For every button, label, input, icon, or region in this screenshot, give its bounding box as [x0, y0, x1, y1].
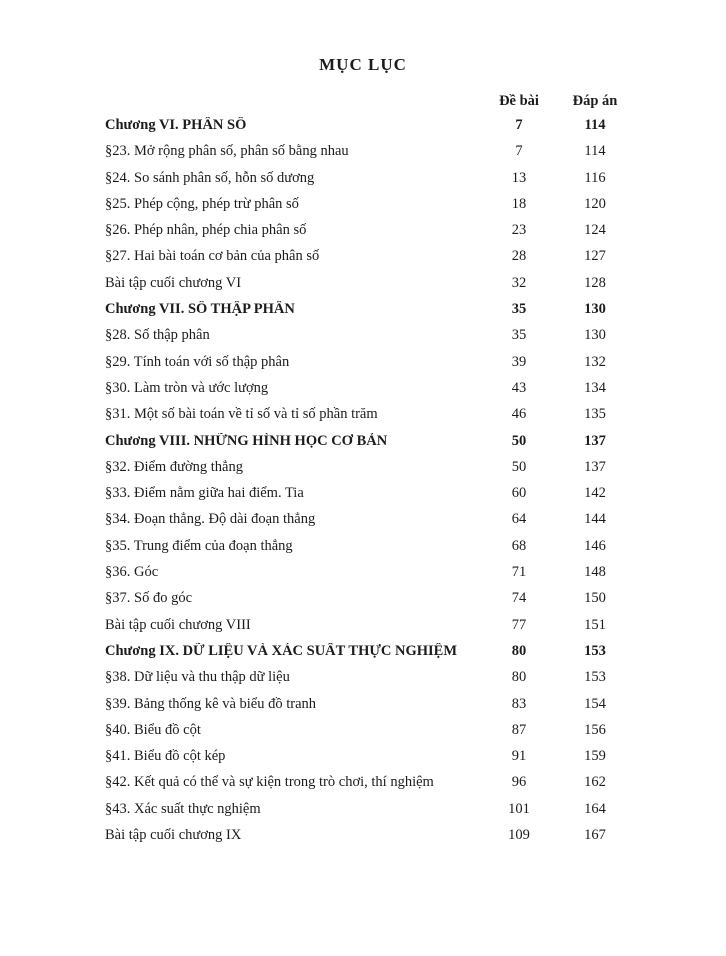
toc-entry-answer-page: 132	[584, 353, 606, 370]
toc-entry-problem-page: 71	[511, 564, 527, 581]
toc-row	[105, 538, 633, 564]
toc-row	[105, 248, 633, 274]
toc-entry-problem-page: 13	[511, 169, 527, 186]
toc-row	[105, 748, 633, 774]
toc-entry-problem-page: 46	[511, 406, 527, 423]
toc-entry-problem-page: 50	[511, 432, 527, 449]
toc-entry-answer-page: 116	[584, 169, 606, 186]
toc-entry-problem-page: 96	[511, 774, 527, 791]
toc-entry-title: Chương IX. DỮ LIỆU VÀ XÁC SUẤT THỰC NGHIỆM	[105, 642, 458, 659]
toc-entry-title: Bài tập cuối chương VI	[105, 274, 242, 291]
toc-entry-answer-page: 114	[584, 143, 606, 160]
toc-rows-container	[105, 117, 633, 853]
column-header-answers: Đáp án	[572, 93, 618, 109]
toc-entry-problem-page: 77	[511, 616, 527, 633]
toc-entry-problem-page: 101	[508, 800, 530, 817]
toc-row	[105, 669, 633, 695]
toc-entry-problem-page: 18	[511, 195, 527, 212]
toc-entry-answer-page: 130	[584, 301, 606, 318]
toc-entry-title: Chương VI. PHÂN SỐ	[105, 117, 247, 133]
toc-row	[105, 459, 633, 485]
toc-row	[105, 485, 633, 511]
toc-entry-title: §35. Trung điểm của đoạn thẳng	[105, 537, 293, 554]
toc-entry-problem-page: 64	[511, 511, 527, 528]
toc-entry-problem-page: 50	[511, 458, 527, 475]
toc-entry-title: §26. Phép nhân, phép chia phân số	[105, 222, 307, 239]
toc-entry-answer-page: 154	[584, 695, 606, 712]
toc-row	[105, 301, 633, 327]
toc-row	[105, 511, 633, 537]
toc-entry-problem-page: 91	[511, 748, 527, 765]
toc-entry-answer-page: 137	[584, 432, 606, 449]
toc-entry-title: §39. Bảng thống kê và biểu đồ tranh	[105, 695, 317, 712]
toc-row	[105, 222, 633, 248]
toc-row	[105, 564, 633, 590]
toc-row	[105, 327, 633, 353]
toc-entry-answer-page: 156	[584, 721, 606, 738]
toc-entry-answer-page: 134	[584, 379, 606, 396]
toc-entry-title: §40. Biểu đồ cột	[105, 721, 201, 738]
toc-entry-title: §41. Biểu đồ cột kép	[105, 748, 226, 765]
toc-row	[105, 617, 633, 643]
toc-entry-problem-page: 87	[511, 721, 527, 738]
toc-entry-title: §38. Dữ liệu và thu thập dữ liệu	[105, 669, 290, 686]
toc-entry-title: §37. Số đo góc	[105, 590, 192, 607]
toc-entry-answer-page: 137	[584, 458, 606, 475]
toc-entry-title: Chương VIII. NHỮNG HÌNH HỌC CƠ BẢN	[105, 432, 388, 449]
toc-row	[105, 143, 633, 169]
toc-row	[105, 170, 633, 196]
toc-row	[105, 801, 633, 827]
toc-entry-answer-page: 167	[584, 827, 606, 844]
toc-entry-answer-page: 124	[584, 222, 606, 239]
toc-row	[105, 196, 633, 222]
page-title: MỤC LỤC	[319, 55, 407, 74]
toc-entry-problem-page: 80	[511, 669, 527, 686]
toc-entry-title: §36. Góc	[105, 564, 159, 581]
toc-row	[105, 275, 633, 301]
toc-row	[105, 696, 633, 722]
toc-entry-title: §29. Tính toán với số thập phân	[105, 353, 290, 370]
toc-entry-answer-page: 146	[584, 537, 606, 554]
toc-entry-problem-page: 35	[511, 301, 527, 318]
table-of-contents	[105, 93, 633, 853]
toc-entry-title: §25. Phép cộng, phép trừ phân số	[105, 195, 299, 212]
toc-row	[105, 774, 633, 800]
toc-entry-title: §34. Đoạn thẳng. Độ dài đoạn thẳng	[105, 511, 316, 528]
toc-entry-problem-page: 23	[511, 222, 527, 239]
toc-row	[105, 380, 633, 406]
toc-entry-answer-page: 127	[584, 248, 606, 265]
toc-entry-problem-page: 60	[511, 485, 527, 502]
toc-entry-answer-page: 130	[584, 327, 606, 344]
toc-entry-title: §30. Làm tròn và ước lượng	[105, 379, 269, 396]
toc-entry-answer-page: 151	[584, 616, 606, 633]
toc-entry-answer-page: 162	[584, 774, 606, 791]
toc-entry-answer-page: 148	[584, 564, 606, 581]
toc-entry-answer-page: 120	[584, 195, 606, 212]
toc-entry-answer-page: 135	[584, 406, 606, 423]
toc-entry-title: Bài tập cuối chương IX	[105, 827, 242, 844]
toc-entry-problem-page: 80	[511, 642, 527, 659]
toc-row	[105, 590, 633, 616]
toc-entry-title: §24. So sánh phân số, hỗn số dương	[105, 169, 315, 186]
toc-row	[105, 643, 633, 669]
toc-entry-answer-page: 114	[584, 117, 606, 133]
toc-entry-problem-page: 39	[511, 353, 527, 370]
toc-entry-title: §31. Một số bài toán về tỉ số và tỉ số phần trăm	[105, 406, 378, 423]
toc-entry-problem-page: 35	[511, 327, 527, 344]
toc-entry-problem-page: 43	[511, 379, 527, 396]
toc-entry-problem-page: 83	[511, 695, 527, 712]
toc-row	[105, 827, 633, 853]
toc-row	[105, 354, 633, 380]
toc-entry-problem-page: 32	[511, 274, 527, 291]
toc-entry-title: §33. Điểm nằm giữa hai điểm. Tia	[105, 485, 304, 502]
toc-entry-problem-page: 28	[511, 248, 527, 265]
column-header-problems: Đề bài	[499, 93, 539, 109]
toc-entry-title: §23. Mở rộng phân số, phân số bằng nhau	[105, 143, 349, 160]
toc-entry-answer-page: 153	[584, 669, 606, 686]
toc-entry-problem-page: 74	[511, 590, 527, 607]
toc-entry-problem-page: 68	[511, 537, 527, 554]
toc-entry-answer-page: 142	[584, 485, 606, 502]
toc-entry-title: Bài tập cuối chương VIII	[105, 616, 251, 633]
toc-entry-answer-page: 150	[584, 590, 606, 607]
toc-entry-answer-page: 164	[584, 800, 606, 817]
toc-entry-problem-page: 7	[515, 117, 523, 133]
toc-header-row	[105, 93, 633, 117]
toc-entry-problem-page: 7	[515, 143, 523, 160]
toc-entry-answer-page: 153	[584, 642, 606, 659]
toc-entry-problem-page: 109	[508, 827, 530, 844]
toc-entry-title: §27. Hai bài toán cơ bản của phân số	[105, 248, 320, 265]
toc-entry-title: §32. Điểm đường thẳng	[105, 458, 243, 475]
toc-entry-answer-page: 128	[584, 274, 606, 291]
toc-entry-title: §28. Số thập phân	[105, 327, 210, 344]
toc-row	[105, 117, 633, 143]
toc-row	[105, 433, 633, 459]
toc-row	[105, 722, 633, 748]
toc-entry-title: §43. Xác suất thực nghiệm	[105, 800, 261, 817]
toc-entry-title: §42. Kết quả có thể và sự kiện trong trò chơi, thí nghiệm	[105, 774, 434, 791]
toc-row	[105, 406, 633, 432]
toc-entry-answer-page: 159	[584, 748, 606, 765]
toc-entry-title: Chương VII. SỐ THẬP PHÂN	[105, 301, 295, 318]
toc-entry-answer-page: 144	[584, 511, 606, 528]
